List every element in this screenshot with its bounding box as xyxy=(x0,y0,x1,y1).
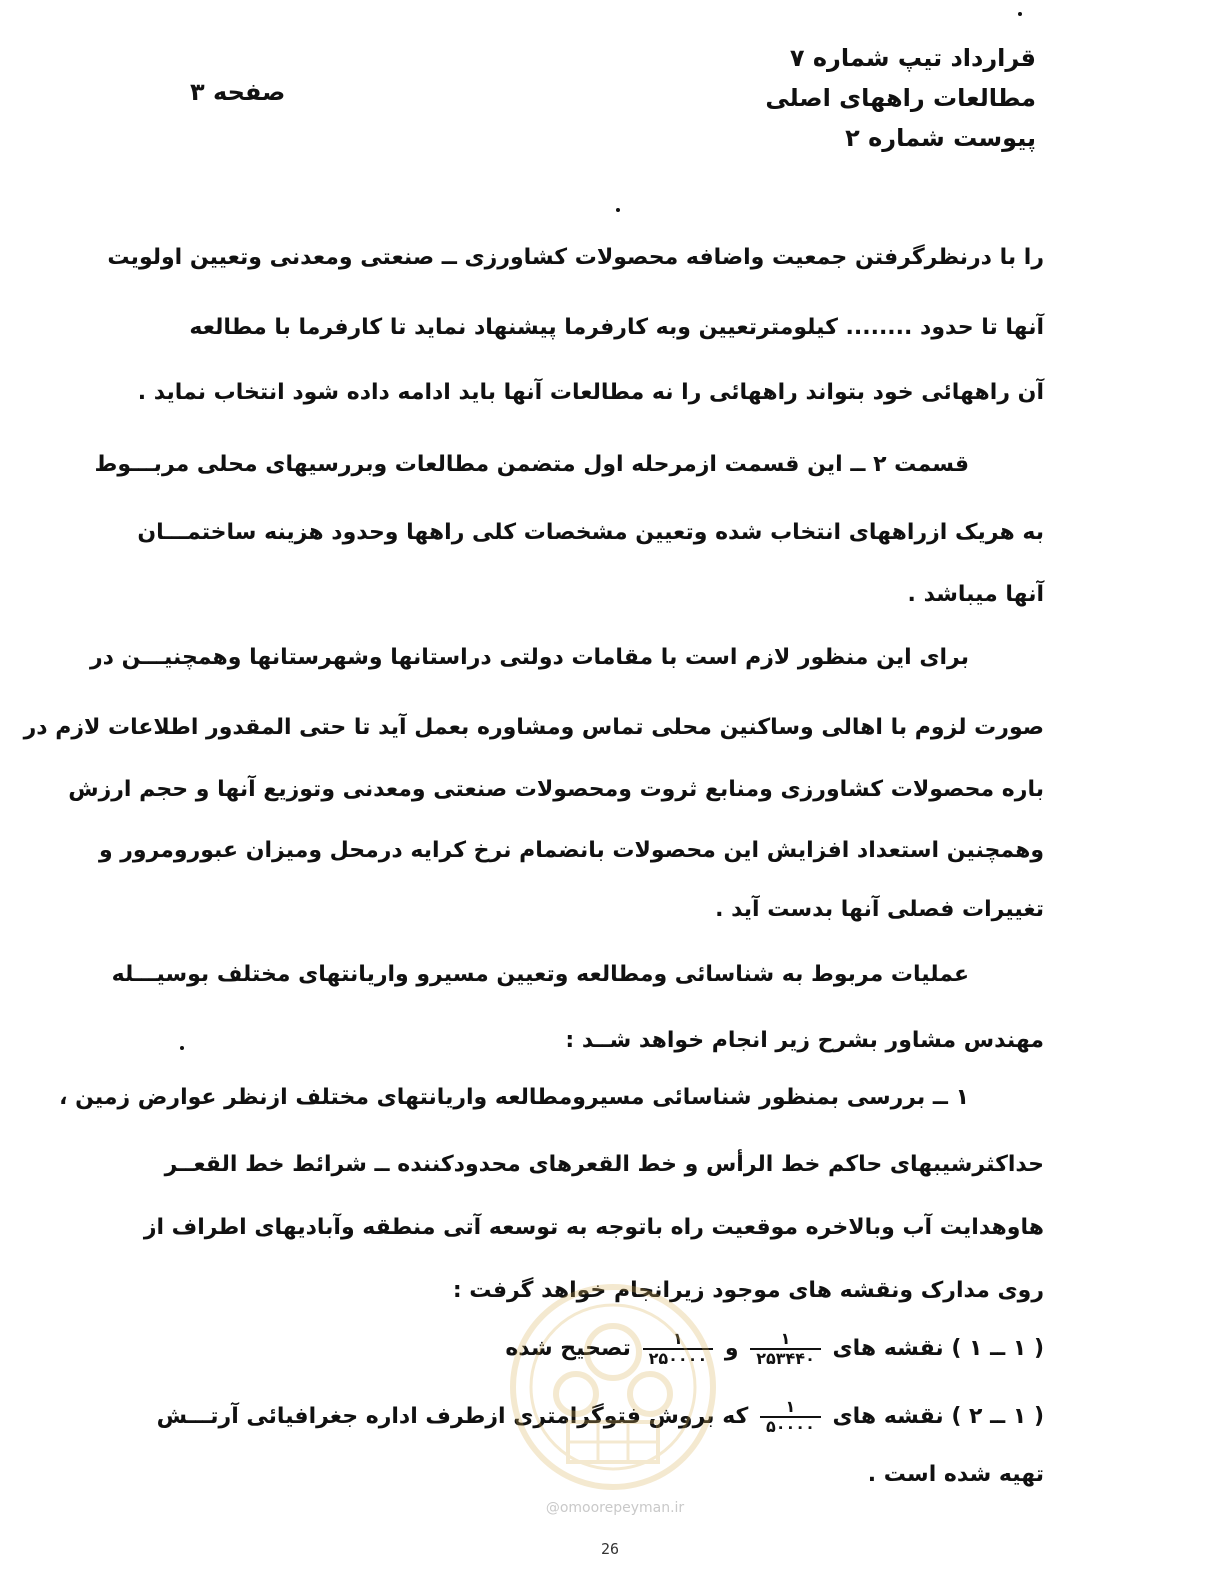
watermark-text: @omoorepeyman.ir xyxy=(545,1500,685,1516)
watermark-logo-icon xyxy=(508,1282,718,1492)
fraction-numerator: ۱ xyxy=(760,1398,821,1418)
body-line: تهیه شده است . xyxy=(867,1462,1044,1487)
scale-fraction-3 xyxy=(760,1398,821,1436)
scan-speck xyxy=(1018,12,1022,16)
contract-type-line: قرارداد تیپ شماره ۷ xyxy=(789,44,1036,72)
scale-fraction-1 xyxy=(750,1330,821,1368)
body-line: به هریک ازراههای انتخاب شده وتعیین مشخصات کلی راهها وحدود هزینه ساختمـــان xyxy=(137,520,1044,545)
map-item-1-connector: و xyxy=(724,1336,739,1361)
scan-speck xyxy=(616,208,620,212)
fraction-numerator: ۱ xyxy=(643,1330,714,1350)
body-line: هاوهدایت آب وبالاخره موقعیت راه باتوجه به توسعه آتی منطقه وآبادیهای اطراف از xyxy=(143,1215,1044,1240)
map-item-2-suffix: که بروش فتوگرامتری ازطرف اداره جغرافیائی آرتـــش xyxy=(156,1404,749,1429)
body-line: آنها میباشد . xyxy=(907,582,1044,607)
fraction-denominator: ۲۵۰۰۰۰ xyxy=(648,1349,708,1368)
fraction-denominator: ۲۵۳۴۴۰ xyxy=(756,1349,815,1368)
page-label: صفحه ۳ xyxy=(190,78,286,106)
page-number: 26 xyxy=(600,1540,620,1558)
body-line: را با درنظرگرفتن جمعیت واضافه محصولات کشاورزی ــ صنعتی ومعدنی وتعیین اولویت xyxy=(107,245,1044,270)
map-item-2-prefix: ( ۱ ــ ۲ ) نقشه های xyxy=(832,1404,1044,1429)
body-line: مهندس مشاور بشرح زیر انجام خواهد شــد : xyxy=(565,1028,1044,1053)
body-line: عملیات مربوط به شناسائی ومطالعه وتعیین مسیرو واریانتهای مختلف بوسیـــله xyxy=(111,962,969,987)
body-line: تغییرات فصلی آنها بدست آید . xyxy=(715,897,1044,922)
body-line: باره محصولات کشاورزی ومنابع ثروت ومحصولات صنعتی ومعدنی وتوزیع آنها و حجم ارزش xyxy=(68,777,1044,802)
fraction-denominator: ۵۰۰۰۰ xyxy=(766,1417,815,1436)
document-header xyxy=(616,38,1036,158)
fraction-numerator: ۱ xyxy=(750,1330,821,1350)
body-line: روی مدارک ونقشه های موجود زیرانجام خواهد گرفت : xyxy=(452,1278,1044,1303)
study-title-line: مطالعات راههای اصلی xyxy=(765,84,1036,112)
body-line: آنها تا حدود ........ کیلومترتعیین وبه کارفرما پیشنهاد نماید تا کارفرما با مطالعه xyxy=(189,315,1044,340)
map-item-1-prefix: ( ۱ ــ ۱ ) نقشه های xyxy=(832,1336,1044,1361)
map-item-1-suffix: تصحیح شده xyxy=(505,1336,631,1361)
body-line: ۱ ــ بررسی بمنظور شناسائی مسیرومطالعه واریانتهای مختلف ازنظر عوارض زمین ، xyxy=(59,1085,969,1110)
appendix-line: پیوست شماره ۲ xyxy=(845,124,1036,152)
body-line: قسمت ۲ ــ این قسمت ازمرحله اول متضمن مطالعات وبررسیهای محلی مربـــوط xyxy=(94,452,969,477)
body-line: برای این منظور لازم است با مقامات دولتی دراستانها وشهرستانها وهمچنیـــن در xyxy=(90,645,969,670)
body-line: آن راههائی خود بتواند راههائی را نه مطالعات آنها باید ادامه داده شود انتخاب نماید . xyxy=(137,380,1044,405)
body-line: وهمچنین استعداد افزایش این محصولات بانضمام نرخ کرایه درمحل ومیزان عبورومرور و xyxy=(98,838,1044,863)
body-line: حداکثرشیبهای حاکم خط الرأس و خط القعرهای محدودکننده ــ شرائط خط القعــر xyxy=(164,1152,1044,1177)
body-line: صورت لزوم با اهالی وساکنین محلی تماس ومشاوره بعمل آید تا حتی المقدور اطلاعات لازم در xyxy=(23,715,1044,740)
